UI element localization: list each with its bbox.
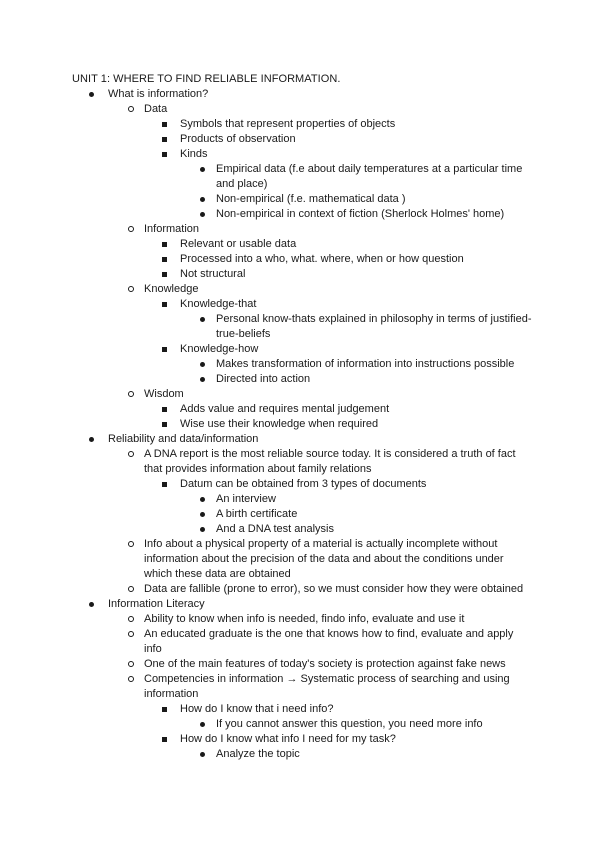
outline-item-level-3	[72, 702, 532, 717]
outline-item-text: Relevant or usable data	[180, 238, 297, 250]
outline-item-level-3	[72, 402, 532, 417]
outline-item-text: One of the main features of today's society is protection against fake news	[144, 658, 506, 670]
outline-item-text: Processed into a who, what. where, when or how question	[180, 253, 464, 265]
outline-item-text: Data	[144, 103, 168, 115]
outline-item-text: A DNA report is the most reliable source today. It is considered a truth of fact that provides information about family relations	[144, 448, 516, 475]
outline-item-text: Info about a physical property of a material is actually incomplete without information about the precision of the data and about the conditions under which these data are obtained	[144, 538, 504, 580]
outline-item-text: Non-empirical in context of fiction (Sherlock Holmes' home)	[216, 208, 505, 220]
outline-item-text: Knowledge	[144, 283, 199, 295]
outline-item-level-1	[72, 87, 532, 102]
outline-item-text: Wisdom	[144, 388, 184, 400]
outline-item-text: How do I know that i need info?	[180, 703, 334, 715]
outline-item-text: Ability to know when info is needed, findo info, evaluate and use it	[144, 613, 465, 625]
outline-item-level-3	[72, 117, 532, 132]
outline-item-level-4	[72, 372, 532, 387]
outline-item-text: Symbols that represent properties of objects	[180, 118, 396, 130]
document-title: UNIT 1: WHERE TO FIND RELIABLE INFORMATION.	[72, 73, 341, 85]
outline-item-level-4	[72, 717, 532, 732]
outline-item-text: Personal know-thats explained in philosophy in terms of justified-true-beliefs	[216, 313, 532, 340]
outline-item-text: Non-empirical (f.e. mathematical data )	[216, 193, 406, 205]
outline-item-text: Datum can be obtained from 3 types of documents	[180, 478, 427, 490]
outline-item-text: Data are fallible (prone to error), so we must consider how they were obtained	[144, 583, 524, 595]
outline-item-level-2	[72, 672, 532, 702]
outline-item-text: Makes transformation of information into instructions possible	[216, 358, 515, 370]
outline-item-level-4	[72, 747, 532, 762]
outline-item-text: Directed into action	[216, 373, 311, 385]
outline-item-level-4	[72, 492, 532, 507]
outline-item-level-3	[72, 732, 532, 747]
outline-item-level-1	[72, 597, 532, 612]
outline-item-text: An educated graduate is the one that knows how to find, evaluate and apply info	[144, 628, 514, 655]
outline-item-level-4	[72, 162, 532, 192]
outline-item-text: Knowledge-that	[180, 298, 257, 310]
outline-item-level-3	[72, 132, 532, 147]
outline-item-level-4	[72, 312, 532, 342]
outline-item-level-3	[72, 267, 532, 282]
document-body	[72, 72, 532, 762]
outline-item-level-3	[72, 417, 532, 432]
outline-list	[72, 87, 532, 762]
outline-item-level-2	[72, 582, 532, 597]
outline-item-level-3	[72, 342, 532, 357]
outline-item-level-2	[72, 282, 532, 297]
outline-item-text: A birth certificate	[216, 508, 298, 520]
outline-item-level-2	[72, 657, 532, 672]
outline-item-text: Products of observation	[180, 133, 296, 145]
outline-item-level-2	[72, 222, 532, 237]
outline-item-text: Knowledge-how	[180, 343, 259, 355]
outline-item-level-3	[72, 147, 532, 162]
outline-item-text: An interview	[216, 493, 276, 505]
outline-item-level-2	[72, 627, 532, 657]
outline-item-level-3	[72, 477, 532, 492]
outline-item-level-1	[72, 432, 532, 447]
outline-item-level-2	[72, 537, 532, 582]
outline-item-text: How do I know what info I need for my task?	[180, 733, 396, 745]
outline-item-text: If you cannot answer this question, you need more info	[216, 718, 483, 730]
outline-item-text: Empirical data (f.e about daily temperatures at a particular time and place)	[216, 163, 523, 190]
outline-item-level-4	[72, 357, 532, 372]
outline-item-level-3	[72, 252, 532, 267]
outline-item-level-3	[72, 237, 532, 252]
outline-item-level-2	[72, 387, 532, 402]
outline-item-text: Reliability and data/information	[108, 433, 259, 445]
outline-item-text: Kinds	[180, 148, 208, 160]
outline-item-level-2	[72, 447, 532, 477]
outline-item-text: Not structural	[180, 268, 246, 280]
outline-item-text: Competencies in information → Systematic process of searching and using information	[144, 673, 510, 700]
outline-item-text: Information Literacy	[108, 598, 205, 610]
outline-item-level-2	[72, 612, 532, 627]
outline-item-level-3	[72, 297, 532, 312]
outline-item-level-4	[72, 192, 532, 207]
outline-item-text: Analyze the topic	[216, 748, 300, 760]
outline-item-level-4	[72, 207, 532, 222]
outline-item-text: What is information?	[108, 88, 209, 100]
outline-item-text: Adds value and requires mental judgement	[180, 403, 390, 415]
outline-item-level-4	[72, 507, 532, 522]
outline-item-level-4	[72, 522, 532, 537]
outline-item-text: Information	[144, 223, 200, 235]
outline-item-text: And a DNA test analysis	[216, 523, 335, 535]
outline-item-text: Wise use their knowledge when required	[180, 418, 379, 430]
outline-item-level-2	[72, 102, 532, 117]
